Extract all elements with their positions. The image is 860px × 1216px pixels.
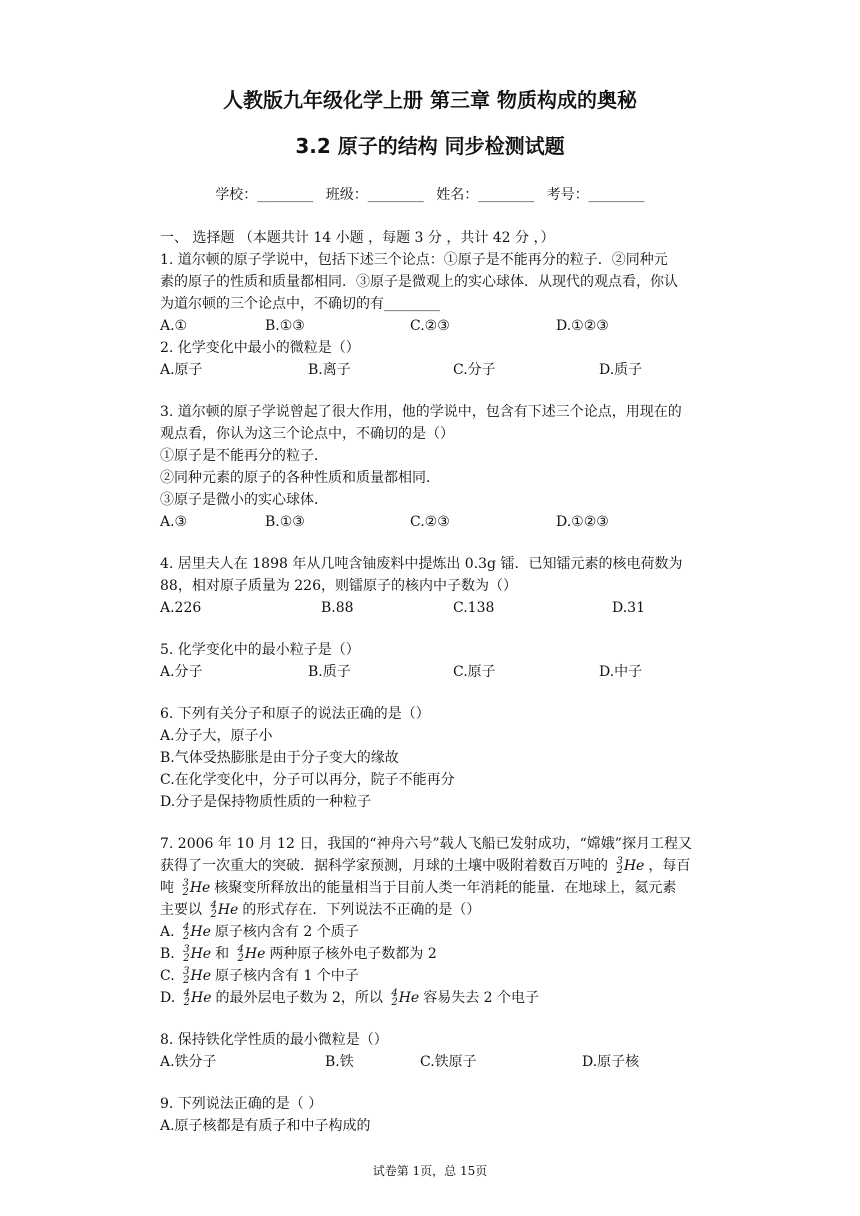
answer-options bbox=[160, 1051, 730, 1073]
option-d: D.①②③ bbox=[556, 318, 609, 334]
question-text: 素的原子的性质和质量都相同．③原子是微观上的实心球体．从现代的观点看，你认 bbox=[160, 274, 678, 290]
option-a: A.① bbox=[160, 318, 188, 334]
question-text: 主要以 4 2He 的形式存在．下列说法不正确的是（） bbox=[160, 900, 481, 920]
question-2 bbox=[160, 337, 730, 381]
option-c: C.铁原子 bbox=[420, 1054, 477, 1070]
option-a: A.分子 bbox=[160, 664, 203, 680]
option-a: A.铁分子 bbox=[160, 1054, 217, 1070]
question-text: 7. 2006 年 10 月 12 日，我国的“神舟六号”载人飞船已发射成功，“嫦娥”探月工程又 bbox=[160, 836, 692, 852]
answer-options bbox=[160, 661, 730, 683]
question-5 bbox=[160, 639, 730, 683]
question-text: 1. 道尔顿的原子学说中，包括下述三个论点：①原子是不能再分的粒子．②同种元 bbox=[160, 252, 668, 268]
school-field: 学校：________ bbox=[215, 187, 314, 203]
helium-4-symbol: 4 2He bbox=[183, 922, 211, 942]
option-c: C.分子 bbox=[453, 362, 496, 378]
option-c: C.原子 bbox=[453, 664, 496, 680]
question-9 bbox=[160, 1093, 730, 1137]
page-footer: 试卷第 1页，总 15页 bbox=[372, 1164, 488, 1178]
option-b: B.质子 bbox=[308, 664, 351, 680]
answer-options bbox=[160, 359, 730, 381]
option-b: B.铁 bbox=[325, 1054, 354, 1070]
question-text: 88，相对原子质量为 226，则镭原子的核内中子数为（） bbox=[160, 578, 517, 594]
section-heading: 一、 选择题 （本题共计 14 小题 ，每题 3 分 ，共计 42 分 ，） bbox=[160, 230, 555, 246]
option-a: A.原子 bbox=[160, 362, 203, 378]
option-b: B.88 bbox=[321, 600, 354, 616]
helium-4-symbol: 4 2He bbox=[183, 988, 212, 1008]
helium-4-symbol: 4 2He bbox=[391, 988, 420, 1008]
question-text: 8. 保持铁化学性质的最小微粒是（） bbox=[160, 1032, 388, 1048]
helium-3-symbol: 3 2He bbox=[183, 944, 212, 964]
option-d: D.分子是保持物质性质的一种粒子 bbox=[160, 794, 372, 810]
option-a: A.原子核都是有质子和中子构成的 bbox=[160, 1118, 371, 1134]
option-a: A.226 bbox=[160, 600, 202, 616]
question-text: 获得了一次重大的突破．据科学家预测，月球的土壤中吸附着数百万吨的 3 2He ，每百 bbox=[160, 856, 691, 876]
helium-3-symbol: 3 2He bbox=[183, 966, 211, 986]
option-c: C.138 bbox=[453, 600, 495, 616]
option-b: B.气体受热膨胀是由于分子变大的缘故 bbox=[160, 750, 399, 766]
statement: ①原子是不能再分的粒子． bbox=[160, 448, 328, 464]
exam-number-field: 考号：________ bbox=[546, 187, 645, 203]
page-title: 人教版九年级化学上册 第三章 物质构成的奥秘 bbox=[223, 88, 637, 112]
option-c: C.②③ bbox=[410, 514, 450, 530]
option-a: A.③ bbox=[160, 514, 188, 530]
option-b: B.①③ bbox=[265, 514, 305, 530]
helium-4-symbol: 4 2He bbox=[210, 900, 239, 920]
question-text: 为道尔顿的三个论点中，不确切的有________ bbox=[160, 296, 440, 312]
helium-3-symbol: 3 2He bbox=[182, 878, 211, 898]
option-c: C.②③ bbox=[410, 318, 450, 334]
question-text: 3. 道尔顿的原子学说曾起了很大作用，他的学说中，包含有下述三个论点，用现在的 bbox=[160, 404, 682, 420]
answer-options bbox=[160, 315, 730, 337]
option-d: D.中子 bbox=[599, 664, 643, 680]
option-d: D.31 bbox=[612, 600, 645, 616]
question-6 bbox=[160, 703, 730, 813]
option-b: B.①③ bbox=[265, 318, 305, 334]
question-text: 吨 3 2He 核聚变所释放出的能量相当于目前人类一年消耗的能量．在地球上，氦元素 bbox=[160, 878, 677, 898]
option-c: C. 3 2He 原子核内含有 1 个中子 bbox=[160, 966, 359, 986]
answer-options bbox=[160, 597, 730, 619]
statement: ③原子是微小的实心球体． bbox=[160, 492, 328, 508]
option-b: B.离子 bbox=[308, 362, 351, 378]
option-d: D.质子 bbox=[599, 362, 643, 378]
question-text: 观点看，你认为这三个论点中，不确切的是（） bbox=[160, 426, 454, 442]
option-a: A. 4 2He 原子核内含有 2 个质子 bbox=[160, 922, 359, 942]
class-field: 班级：________ bbox=[325, 187, 424, 203]
question-1 bbox=[160, 249, 730, 337]
question-text: 2. 化学变化中最小的微粒是（） bbox=[160, 340, 360, 356]
option-b: B. 3 2He 和 4 2He 两种原子核外电子数都为 2 bbox=[160, 944, 437, 964]
option-c: C.在化学变化中，分子可以再分，院子不能再分 bbox=[160, 772, 455, 788]
page-subtitle: 3.2 原子的结构 同步检测试题 bbox=[295, 134, 565, 158]
option-d: D.①②③ bbox=[556, 514, 609, 530]
question-list bbox=[160, 227, 730, 1137]
question-8 bbox=[160, 1029, 730, 1073]
question-text: 5. 化学变化中的最小粒子是（） bbox=[160, 642, 360, 658]
statement: ②同种元素的原子的各种性质和质量都相同． bbox=[160, 470, 440, 486]
question-text: 6. 下列有关分子和原子的说法正确的是（） bbox=[160, 706, 430, 722]
option-a: A.分子大，原子小 bbox=[160, 728, 273, 744]
option-d: D.原子核 bbox=[582, 1054, 640, 1070]
name-field: 姓名：________ bbox=[436, 187, 535, 203]
option-d: D. 4 2He 的最外层电子数为 2，所以 4 2He 容易失去 2 个电子 bbox=[160, 988, 540, 1008]
answer-options bbox=[160, 511, 730, 533]
question-text: 9. 下列说法正确的是（ ） bbox=[160, 1096, 323, 1112]
student-info-fields bbox=[0, 184, 860, 204]
question-3 bbox=[160, 401, 730, 533]
question-text: 4. 居里夫人在 1898 年从几吨含铀废料中提炼出 0.3g 镭．已知镭元素的核电荷数为 bbox=[160, 556, 683, 572]
helium-3-symbol: 3 2He bbox=[616, 856, 645, 876]
helium-4-symbol: 4 2He bbox=[237, 944, 266, 964]
question-7 bbox=[160, 833, 730, 1009]
question-4 bbox=[160, 553, 730, 619]
